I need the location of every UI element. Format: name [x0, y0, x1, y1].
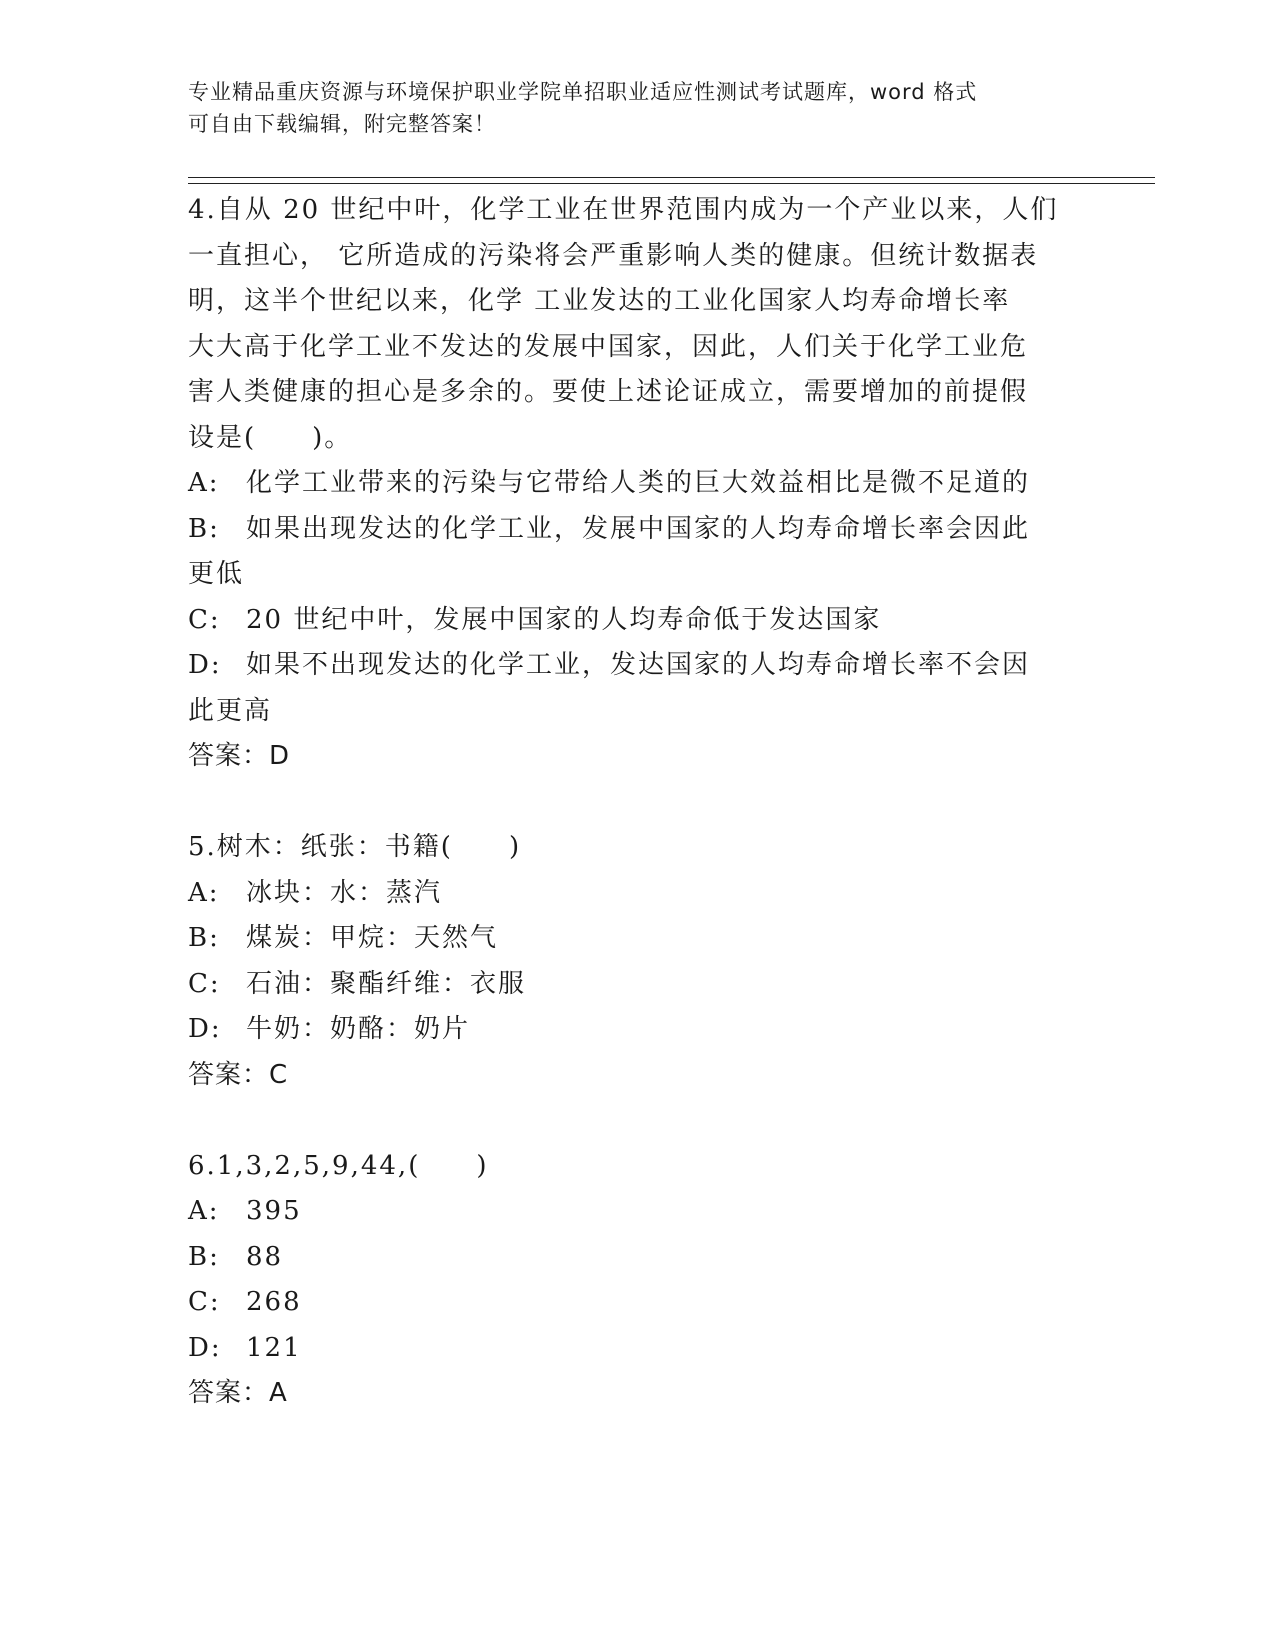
answer-line: 答案：A [188, 1378, 288, 1408]
answer-line: 答案：C [188, 1059, 289, 1090]
option-text: 121 [246, 1332, 302, 1363]
question-spacer [188, 1098, 1088, 1144]
header-rule-bottom [188, 183, 1155, 184]
option-key: B: [188, 923, 220, 953]
option-text: 化学工业带来的污染与它带给人类的巨大效益相比是微不足道的 [246, 468, 1031, 498]
question-stem: 5.树木：纸张：书籍( ) [188, 832, 522, 862]
option-text: 石油：聚酯纤维：衣服 [246, 968, 527, 999]
option-b [188, 1235, 1088, 1281]
answer-line: 答案：D [188, 741, 291, 771]
question-4 [188, 188, 1088, 780]
stem-line: 害人类健康的担心是多余的。要使上述论证成立，需要增加的前提假 [188, 377, 1029, 407]
question-stem: 6.1,3,2,5,9,44,( ) [188, 1150, 489, 1181]
option-key: A: [188, 1196, 220, 1226]
option-key: C: [188, 968, 221, 999]
option-key: D: [188, 650, 222, 680]
header-rule-top [188, 177, 1155, 178]
option-text: 268 [246, 1287, 302, 1317]
option-text: 煤炭：甲烷：天然气 [246, 923, 499, 953]
header-line-1: 专业精品重庆资源与环境保护职业学院单招职业适应性测试考试题库，word 格式 [188, 80, 978, 104]
option-key: B: [188, 1241, 220, 1272]
option-key: A: [188, 877, 220, 908]
option-a [188, 461, 1088, 507]
option-b-continuation: 更低 [188, 559, 245, 589]
option-text: 牛奶：奶酪：奶片 [246, 1014, 471, 1044]
question-list [188, 188, 1088, 1417]
option-c [188, 962, 1088, 1008]
question-stem [188, 188, 1088, 461]
stem-line: 一直担心， 它所造成的污染将会严重影响人类的健康。但统计数据表 [188, 240, 1039, 271]
option-text: 如果不出现发达的化学工业，发达国家的人均寿命增长率不会因 [246, 650, 1031, 680]
stem-line: 明，这半个世纪以来，化学 工业发达的工业化国家人均寿命增长率 [188, 286, 1011, 316]
stem-line: 大大高于化学工业不发达的发展中国家，因此，人们关于化学工业危 [188, 331, 1029, 362]
stem-line: 4.自从 20 世纪中叶，化学工业在世界范围内成为一个产业以来，人们 [188, 195, 1059, 225]
option-d [188, 643, 1088, 689]
question-spacer [188, 780, 1088, 826]
option-d-continuation: 此更高 [188, 695, 273, 726]
option-text: 20 世纪中叶，发展中国家的人均寿命低于发达国家 [246, 604, 882, 635]
option-key: C: [188, 604, 221, 635]
option-key: D: [188, 1332, 222, 1363]
option-a [188, 871, 1088, 917]
option-text: 395 [246, 1196, 302, 1226]
question-6 [188, 1144, 1088, 1417]
option-d [188, 1007, 1088, 1053]
option-b [188, 507, 1088, 553]
option-c [188, 598, 1088, 644]
option-text: 88 [246, 1241, 284, 1272]
page-header [188, 76, 1088, 140]
stem-line: 设是( )。 [188, 422, 353, 453]
option-key: C: [188, 1287, 221, 1317]
header-line-2: 可自由下载编辑，附完整答案！ [188, 112, 496, 136]
option-a [188, 1189, 1088, 1235]
question-5 [188, 825, 1088, 1098]
option-key: A: [188, 468, 220, 498]
option-d [188, 1326, 1088, 1372]
option-text: 如果出现发达的化学工业，发展中国家的人均寿命增长率会因此 [246, 513, 1031, 544]
option-b [188, 916, 1088, 962]
option-key: D: [188, 1014, 222, 1044]
option-c [188, 1280, 1088, 1326]
option-key: B: [188, 513, 220, 544]
option-text: 冰块：水：蒸汽 [246, 877, 443, 908]
